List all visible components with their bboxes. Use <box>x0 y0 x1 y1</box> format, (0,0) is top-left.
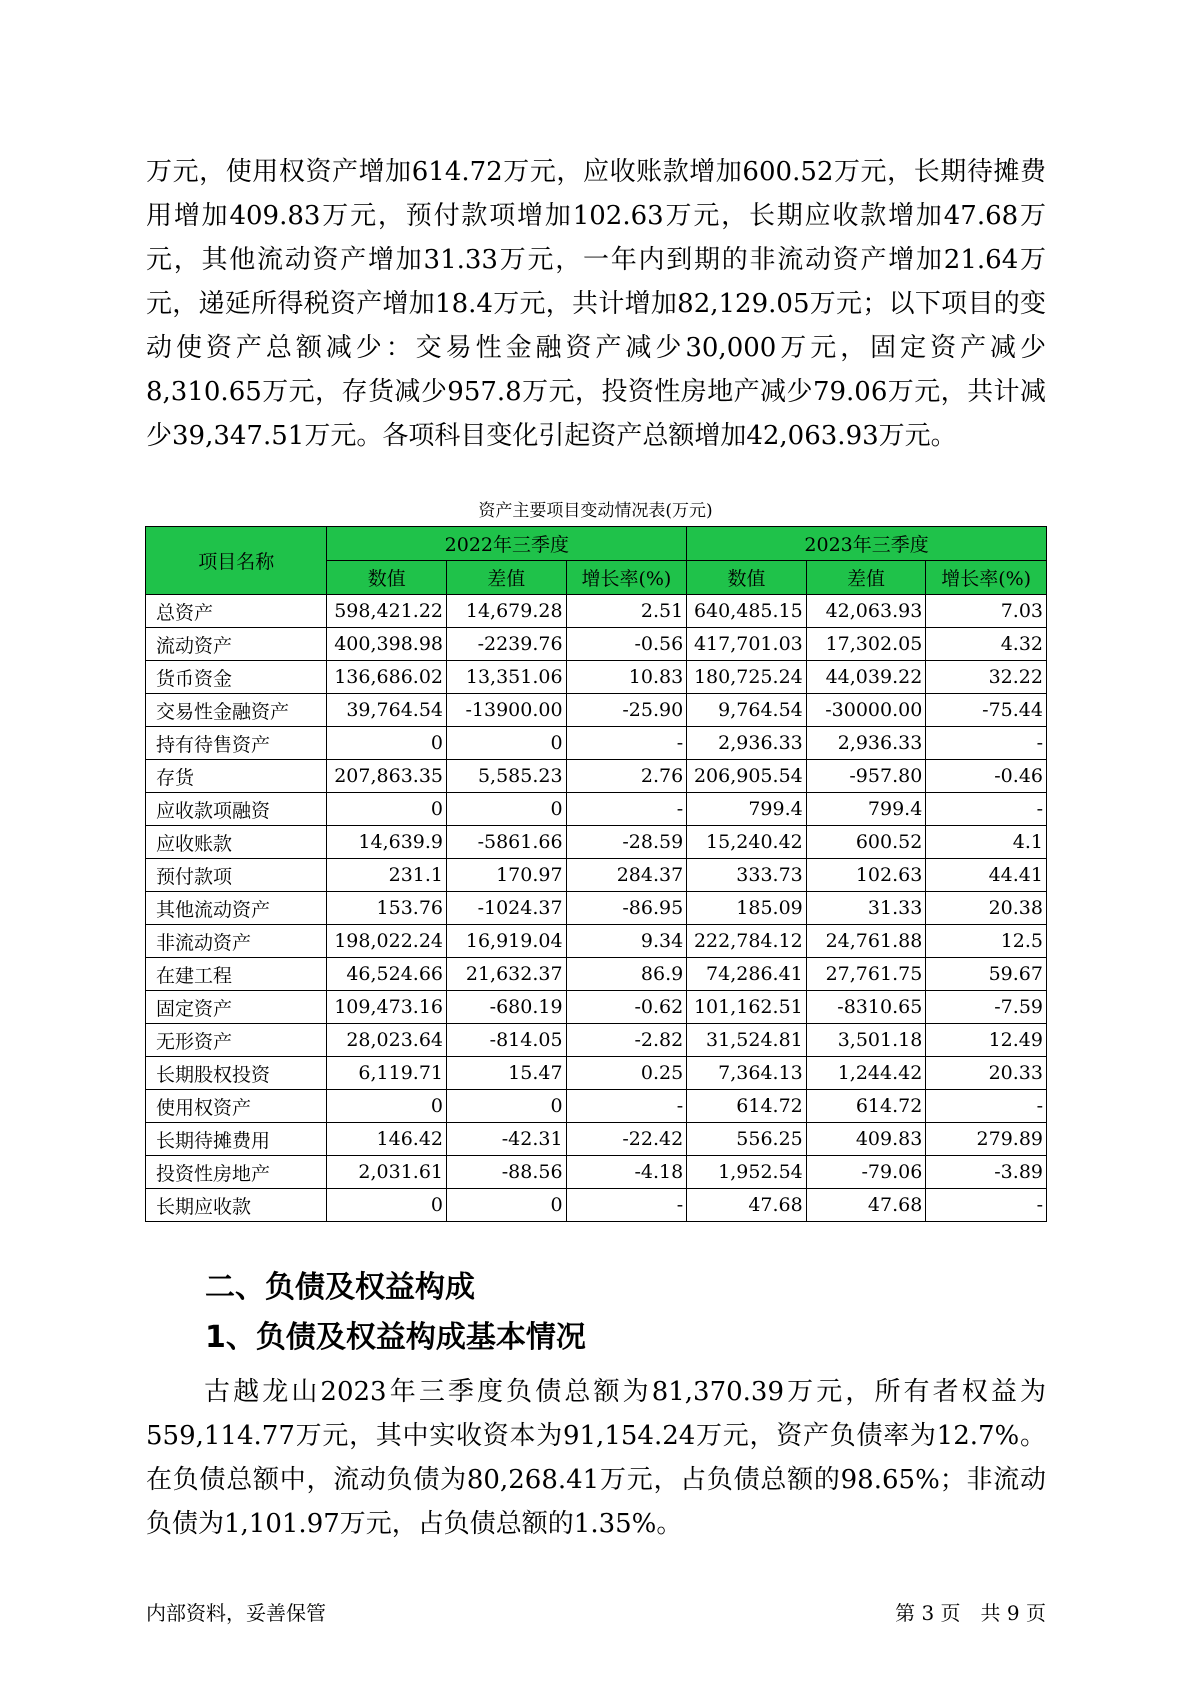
row-value-cell: 15,240.42 <box>687 826 807 859</box>
row-value-cell: -5861.66 <box>447 826 567 859</box>
row-value-cell: -1024.37 <box>447 892 567 925</box>
row-value-cell: - <box>926 793 1047 826</box>
row-item-name: 应收账款 <box>146 826 327 859</box>
row-value-cell: 640,485.15 <box>687 595 807 628</box>
header-2023-q3: 2023年三季度 <box>687 527 1047 561</box>
row-value-cell: - <box>926 1189 1047 1222</box>
row-value-cell: 284.37 <box>566 859 687 892</box>
row-value-cell: 32.22 <box>926 661 1047 694</box>
row-value-cell: 3,501.18 <box>806 1024 926 1057</box>
row-value-cell: -42.31 <box>447 1123 567 1156</box>
row-value-cell: 1,952.54 <box>687 1156 807 1189</box>
row-value-cell: 2.51 <box>566 595 687 628</box>
table-row <box>146 661 1047 694</box>
row-value-cell: 28,023.64 <box>327 1024 447 1057</box>
row-item-name: 使用权资产 <box>146 1090 327 1123</box>
row-item-name: 无形资产 <box>146 1024 327 1057</box>
row-value-cell: 16,919.04 <box>447 925 567 958</box>
table-row <box>146 628 1047 661</box>
row-value-cell: 31.33 <box>806 892 926 925</box>
row-value-cell: 2.76 <box>566 760 687 793</box>
row-value-cell: 0 <box>447 793 567 826</box>
row-value-cell: -0.62 <box>566 991 687 1024</box>
row-item-name: 流动资产 <box>146 628 327 661</box>
row-item-name: 持有待售资产 <box>146 727 327 760</box>
row-value-cell: 2,031.61 <box>327 1156 447 1189</box>
row-value-cell: 279.89 <box>926 1123 1047 1156</box>
row-value-cell: 14,639.9 <box>327 826 447 859</box>
row-value-cell: 109,473.16 <box>327 991 447 1024</box>
row-value-cell: -814.05 <box>447 1024 567 1057</box>
row-value-cell: - <box>566 1090 687 1123</box>
row-value-cell: 0 <box>447 727 567 760</box>
row-value-cell: 13,351.06 <box>447 661 567 694</box>
row-item-name: 交易性金融资产 <box>146 694 327 727</box>
subheader-growth-2022: 增长率(%) <box>566 561 687 595</box>
header-2022-q3: 2022年三季度 <box>327 527 687 561</box>
row-value-cell: -0.46 <box>926 760 1047 793</box>
table-row <box>146 793 1047 826</box>
row-value-cell: 102.63 <box>806 859 926 892</box>
row-value-cell: 0 <box>327 1189 447 1222</box>
row-value-cell: -0.56 <box>566 628 687 661</box>
row-value-cell: 799.4 <box>687 793 807 826</box>
row-value-cell: 12.49 <box>926 1024 1047 1057</box>
row-value-cell: 185.09 <box>687 892 807 925</box>
row-value-cell: 46,524.66 <box>327 958 447 991</box>
table-row <box>146 1189 1047 1222</box>
paragraph-liabilities: 古越龙山2023年三季度负债总额为81,370.39万元，所有者权益为559,114.77万元，其中实收资本为91,154.24万元，资产负债率为12.7%。在负债总额中，流动负债为80,268.41万元，占负债总额的98.65%；非流动负债为1,101.97万元，占负债总额的1.35%。 <box>146 1377 1046 1539</box>
row-item-name: 总资产 <box>146 595 327 628</box>
row-value-cell: -2.82 <box>566 1024 687 1057</box>
row-item-name: 长期待摊费用 <box>146 1123 327 1156</box>
row-value-cell: 600.52 <box>806 826 926 859</box>
row-value-cell: 17,302.05 <box>806 628 926 661</box>
row-value-cell: 146.42 <box>327 1123 447 1156</box>
row-value-cell: 614.72 <box>806 1090 926 1123</box>
row-item-name: 存货 <box>146 760 327 793</box>
row-value-cell: -22.42 <box>566 1123 687 1156</box>
section-heading: 二、负债及权益构成 <box>205 1270 475 1305</box>
row-value-cell: 42,063.93 <box>806 595 926 628</box>
subheader-value-2023: 数值 <box>687 561 807 595</box>
row-value-cell: 2,936.33 <box>687 727 807 760</box>
table-row <box>146 760 1047 793</box>
paragraph-asset-changes: 万元，使用权资产增加614.72万元，应收账款增加600.52万元，长期待摊费用增加409.83万元，预付款项增加102.63万元，长期应收款增加47.68万元，其他流动资产增加31.33万元，一年内到期的非流动资产增加21.64万元，递延所得税资产增加18.4万元，共计增加82,129.05万元；以下项目的变动使资产总额减少：交易性金融资产减少30,000万元，固定资产减少8,310.65万元，存货减少957.8万元，投资性房地产减少79.06万元，共计减少39,347.51万元。各项科目变化引起资产总额增加42,063.93万元。 <box>146 157 1046 451</box>
row-value-cell: 47.68 <box>806 1189 926 1222</box>
row-value-cell: 598,421.22 <box>327 595 447 628</box>
asset-change-table <box>145 526 1047 1222</box>
row-value-cell: -7.59 <box>926 991 1047 1024</box>
table-body <box>146 595 1047 1222</box>
row-value-cell: 15.47 <box>447 1057 567 1090</box>
row-value-cell: - <box>926 1090 1047 1123</box>
row-value-cell: -13900.00 <box>447 694 567 727</box>
row-item-name: 其他流动资产 <box>146 892 327 925</box>
row-value-cell: 231.1 <box>327 859 447 892</box>
row-value-cell: 9,764.54 <box>687 694 807 727</box>
subheader-growth-2023: 增长率(%) <box>926 561 1047 595</box>
row-value-cell: - <box>566 727 687 760</box>
row-value-cell: -680.19 <box>447 991 567 1024</box>
table-row <box>146 595 1047 628</box>
row-value-cell: -2239.76 <box>447 628 567 661</box>
row-value-cell: 6,119.71 <box>327 1057 447 1090</box>
row-value-cell: 222,784.12 <box>687 925 807 958</box>
row-value-cell: 170.97 <box>447 859 567 892</box>
table-row <box>146 1024 1047 1057</box>
row-value-cell: 24,761.88 <box>806 925 926 958</box>
row-value-cell: -75.44 <box>926 694 1047 727</box>
row-value-cell: 5,585.23 <box>447 760 567 793</box>
row-value-cell: 44.41 <box>926 859 1047 892</box>
row-value-cell: 198,022.24 <box>327 925 447 958</box>
row-value-cell: 333.73 <box>687 859 807 892</box>
subheader-value-2022: 数值 <box>327 561 447 595</box>
row-value-cell: -25.90 <box>566 694 687 727</box>
row-value-cell: 9.34 <box>566 925 687 958</box>
row-value-cell: 180,725.24 <box>687 661 807 694</box>
subheader-diff-2023: 差值 <box>806 561 926 595</box>
row-value-cell: 0 <box>327 793 447 826</box>
table-row <box>146 958 1047 991</box>
row-value-cell: 136,686.02 <box>327 661 447 694</box>
row-value-cell: 206,905.54 <box>687 760 807 793</box>
row-value-cell: 10.83 <box>566 661 687 694</box>
header-item-name: 项目名称 <box>146 527 327 595</box>
row-item-name: 投资性房地产 <box>146 1156 327 1189</box>
table-row <box>146 826 1047 859</box>
row-item-name: 非流动资产 <box>146 925 327 958</box>
row-item-name: 货币资金 <box>146 661 327 694</box>
row-value-cell: 1,244.42 <box>806 1057 926 1090</box>
row-value-cell: 409.83 <box>806 1123 926 1156</box>
row-value-cell: 20.38 <box>926 892 1047 925</box>
row-value-cell: 207,863.35 <box>327 760 447 793</box>
subsection-heading: 1、负债及权益构成基本情况 <box>205 1320 586 1355</box>
footer-confidential-note: 内部资料，妥善保管 <box>146 1601 326 1625</box>
row-value-cell: 4.1 <box>926 826 1047 859</box>
row-value-cell: 614.72 <box>687 1090 807 1123</box>
row-value-cell: 74,286.41 <box>687 958 807 991</box>
row-value-cell: 0 <box>447 1090 567 1123</box>
table-caption: 资产主要项目变动情况表(万元) <box>478 501 713 521</box>
table-row <box>146 1090 1047 1123</box>
row-value-cell: 0 <box>327 1090 447 1123</box>
row-value-cell: - <box>926 727 1047 760</box>
row-value-cell: 417,701.03 <box>687 628 807 661</box>
row-item-name: 在建工程 <box>146 958 327 991</box>
row-value-cell: 4.32 <box>926 628 1047 661</box>
row-value-cell: -86.95 <box>566 892 687 925</box>
row-value-cell: 21,632.37 <box>447 958 567 991</box>
row-value-cell: 12.5 <box>926 925 1047 958</box>
row-value-cell: - <box>566 1189 687 1222</box>
row-item-name: 固定资产 <box>146 991 327 1024</box>
table-row <box>146 859 1047 892</box>
row-item-name: 应收款项融资 <box>146 793 327 826</box>
row-value-cell: 47.68 <box>687 1189 807 1222</box>
row-value-cell: 86.9 <box>566 958 687 991</box>
row-value-cell: 400,398.98 <box>327 628 447 661</box>
row-value-cell: 556.25 <box>687 1123 807 1156</box>
row-value-cell: 799.4 <box>806 793 926 826</box>
row-value-cell: -4.18 <box>566 1156 687 1189</box>
row-value-cell: - <box>566 793 687 826</box>
table-row <box>146 694 1047 727</box>
row-value-cell: -957.80 <box>806 760 926 793</box>
row-value-cell: 0 <box>447 1189 567 1222</box>
row-value-cell: -8310.65 <box>806 991 926 1024</box>
row-value-cell: 59.67 <box>926 958 1047 991</box>
row-value-cell: -28.59 <box>566 826 687 859</box>
row-value-cell: -3.89 <box>926 1156 1047 1189</box>
table-row <box>146 1123 1047 1156</box>
row-item-name: 预付款项 <box>146 859 327 892</box>
row-value-cell: 20.33 <box>926 1057 1047 1090</box>
row-value-cell: 7.03 <box>926 595 1047 628</box>
table-row <box>146 892 1047 925</box>
row-value-cell: 14,679.28 <box>447 595 567 628</box>
row-item-name: 长期股权投资 <box>146 1057 327 1090</box>
row-value-cell: 0 <box>327 727 447 760</box>
footer-page-number: 第 3 页 共 9 页 <box>895 1601 1046 1625</box>
table-row <box>146 1156 1047 1189</box>
row-value-cell: -79.06 <box>806 1156 926 1189</box>
row-value-cell: 39,764.54 <box>327 694 447 727</box>
table-row <box>146 1057 1047 1090</box>
table-row <box>146 925 1047 958</box>
row-value-cell: 44,039.22 <box>806 661 926 694</box>
table-row <box>146 991 1047 1024</box>
row-value-cell: 27,761.75 <box>806 958 926 991</box>
subheader-diff-2022: 差值 <box>447 561 567 595</box>
row-value-cell: -30000.00 <box>806 694 926 727</box>
row-value-cell: 0.25 <box>566 1057 687 1090</box>
row-item-name: 长期应收款 <box>146 1189 327 1222</box>
row-value-cell: 7,364.13 <box>687 1057 807 1090</box>
row-value-cell: 2,936.33 <box>806 727 926 760</box>
row-value-cell: 31,524.81 <box>687 1024 807 1057</box>
row-value-cell: 101,162.51 <box>687 991 807 1024</box>
row-value-cell: 153.76 <box>327 892 447 925</box>
row-value-cell: -88.56 <box>447 1156 567 1189</box>
table-row <box>146 727 1047 760</box>
